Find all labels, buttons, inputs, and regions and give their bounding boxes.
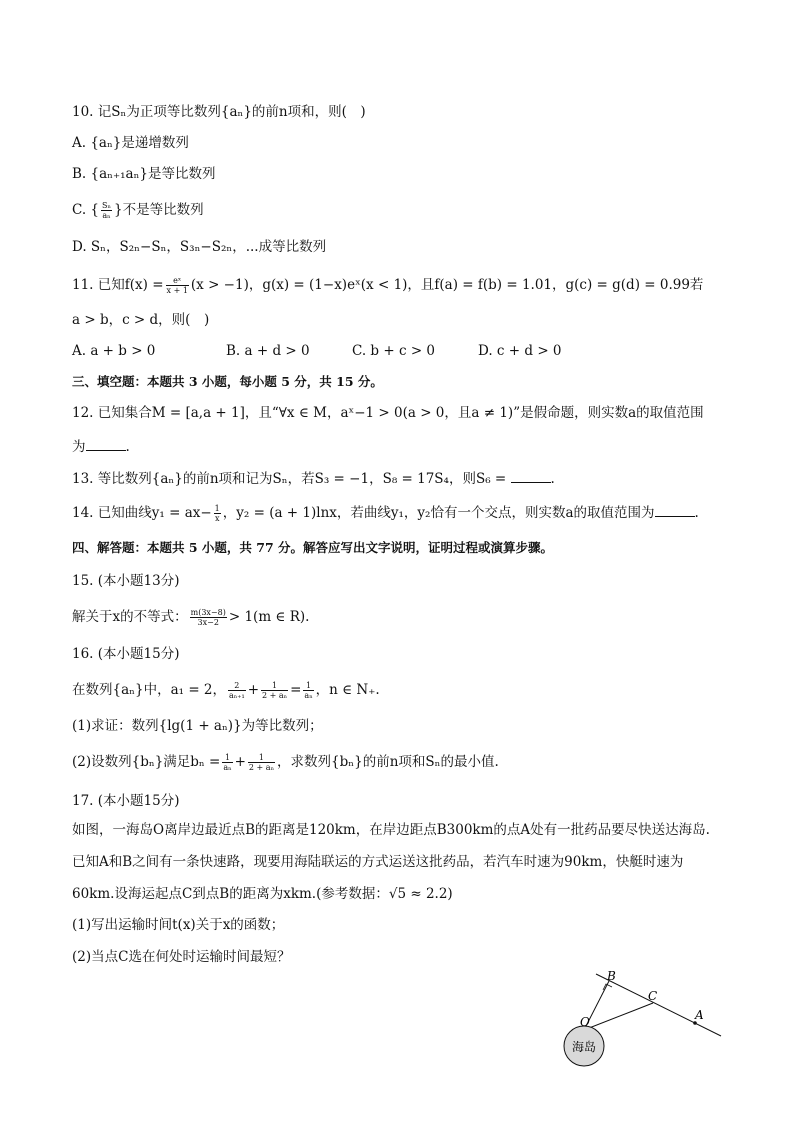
q13-answer-blank[interactable] <box>511 468 551 483</box>
q16-frac1-den: aₙ₊₁ <box>229 691 245 700</box>
q17-header: 17. (本小题15分) <box>72 793 180 809</box>
q10-c-fraction <box>101 201 112 220</box>
q16-part2 <box>72 752 499 772</box>
q14-frac-den: x <box>214 514 220 523</box>
q17-part1: (1)写出运输时间t(x)关于x的函数； <box>72 917 285 933</box>
q15-header: 15. (本小题13分) <box>72 573 180 589</box>
q10-option-a: A. {aₙ}是递增数列 <box>72 135 189 151</box>
q16-frac1 <box>228 681 246 700</box>
q16-frac2 <box>261 681 288 700</box>
q15-fraction <box>190 608 227 627</box>
q12-suffix: . <box>125 439 130 455</box>
q15-frac-num: m(3x−8) <box>190 608 226 617</box>
q16-p2-frac1-den: aₙ <box>223 763 232 772</box>
q11-stem-a: 11. 已知f(x) = <box>72 277 164 293</box>
q10-option-c <box>72 200 204 220</box>
q10-stem: 10. 记Sₙ为正项等比数列{aₙ}的前n项和，则( ) <box>72 104 366 120</box>
q11-fraction <box>166 276 189 295</box>
q11-option-d: D. c + d > 0 <box>478 343 562 359</box>
q11-option-a: A. a + b > 0 <box>72 343 156 359</box>
q10-c-prefix: C. { <box>72 202 100 218</box>
q11-stem-line2: a > b，c > d，则( ) <box>72 312 210 328</box>
q10-c-suffix: }不是等比数列 <box>113 202 204 218</box>
q11-stem-b: (x > −1)，g(x) = (1−x)eˣ(x < 1)，且f(a) = f(b) = 1.01，g(c) = g(d) = 0.99若 <box>190 277 704 293</box>
q15-body <box>72 607 309 627</box>
q11-stem-line1 <box>72 275 703 295</box>
q12-line1: 12. 已知集合M = [a,a + 1]，且“∀x ∈ M，aˣ−1 > 0(a > 0，且a ≠ 1)”是假命题，则实数a的取值范围 <box>72 405 704 421</box>
q16-frac1-num: 2 <box>228 681 246 691</box>
q16-p2-plus: + <box>234 754 246 770</box>
label-o: O <box>580 1015 590 1029</box>
q15-suffix: > 1(m ∈ R). <box>228 609 310 625</box>
q15-frac-den: 3x−2 <box>197 618 219 627</box>
q14-line <box>72 502 699 523</box>
q13-suffix: . <box>550 471 555 487</box>
q10-c-num: Sₙ <box>102 201 111 210</box>
section-3-heading: 三、填空题：本题共 3 小题，每小题 5 分，共 15 分。 <box>72 374 383 389</box>
q17-line3: 60km.设海运起点C到点B的距离为xkm.(参考数据：√5 ≈ 2.2) <box>72 886 453 902</box>
q16-frac2-num: 1 <box>261 681 288 691</box>
q16-eq: = <box>290 682 302 698</box>
q16-p2-frac2-num: 1 <box>248 753 275 763</box>
q16-line1-a: 在数列{aₙ}中，a₁ = 2， <box>72 682 227 698</box>
q16-part2-b: ，求数列{bₙ}的前n项和Sₙ的最小值. <box>277 754 499 770</box>
q14-frac-num: 1 <box>214 504 220 513</box>
q14-suffix: . <box>694 505 699 521</box>
q17-line1: 如图，一海岛O离岸边最近点B的距离是120km，在岸边距点B300km的点A处有一批药品要尽快送达海岛. <box>72 822 710 838</box>
q10-c-den: aₙ <box>102 211 111 220</box>
q17-line2: 已知A和B之间有一条快速路，现要用海陆联运的方式运送这批药品，若汽车时速为90km，快艇时速为 <box>72 854 684 870</box>
q17-figure <box>556 968 726 1073</box>
segment-oc <box>584 1003 653 1030</box>
q16-header: 16. (本小题15分) <box>72 646 180 662</box>
q11-option-c: C. b + c > 0 <box>352 343 436 359</box>
q16-frac3-den: aₙ <box>304 691 313 700</box>
q14-prefix: 14. 已知曲线y₁ = ax− <box>72 505 212 521</box>
q16-part1: (1)求证：数列{lg(1 + aₙ)}为等比数列； <box>72 718 323 734</box>
q16-frac3 <box>303 681 313 700</box>
q16-p2-frac1 <box>222 753 232 772</box>
q16-line1-b: ，n ∈ N₊. <box>315 682 380 698</box>
label-a: A <box>695 1008 704 1022</box>
q15-prefix: 解关于x的不等式： <box>72 609 188 625</box>
q11-frac-num: eˣ <box>166 276 189 286</box>
label-c: C <box>648 989 658 1003</box>
label-b: B <box>607 969 616 983</box>
shore-line <box>596 974 721 1036</box>
island-label: 海岛 <box>571 1040 597 1054</box>
q16-plus: + <box>247 682 259 698</box>
q10-option-b: B. {aₙ₊₁aₙ}是等比数列 <box>72 166 216 182</box>
q11-frac-den: x + 1 <box>166 286 188 295</box>
q12-prefix: 为 <box>72 439 86 455</box>
q16-frac2-den: 2 + aₙ <box>262 691 288 700</box>
q16-p2-frac2 <box>248 753 275 772</box>
q13-line <box>72 468 555 489</box>
q11-option-b: B. a + d > 0 <box>226 343 310 359</box>
q14-middle: ，y₂ = (a + 1)lnx，若曲线y₁，y₂恰有一个交点，则实数a的取值范围为 <box>222 505 655 521</box>
section-4-heading: 四、解答题：本题共 5 小题，共 77 分。解答应写出文字说明，证明过程或演算步骤。 <box>72 540 554 555</box>
q14-fraction <box>214 504 221 523</box>
q16-frac3-num: 1 <box>303 681 313 691</box>
q16-line1 <box>72 680 380 700</box>
q16-part2-a: (2)设数列{bₙ}满足bₙ = <box>72 754 221 770</box>
q12-line2 <box>72 436 130 457</box>
q17-part2: (2)当点C选在何处时运输时间最短？ <box>72 949 291 965</box>
q12-answer-blank[interactable] <box>86 436 126 451</box>
q16-p2-frac2-den: 2 + aₙ <box>248 763 275 772</box>
q16-p2-frac1-num: 1 <box>222 753 232 763</box>
q13-prefix: 13. 等比数列{aₙ}的前n项和记为Sₙ，若S₃ = −1，S₈ = 17S₄，则S₆ = <box>72 471 507 487</box>
q14-answer-blank[interactable] <box>655 502 695 517</box>
q10-option-d: D. Sₙ，S₂ₙ−Sₙ，S₃ₙ−S₂ₙ，...成等比数列 <box>72 239 327 255</box>
